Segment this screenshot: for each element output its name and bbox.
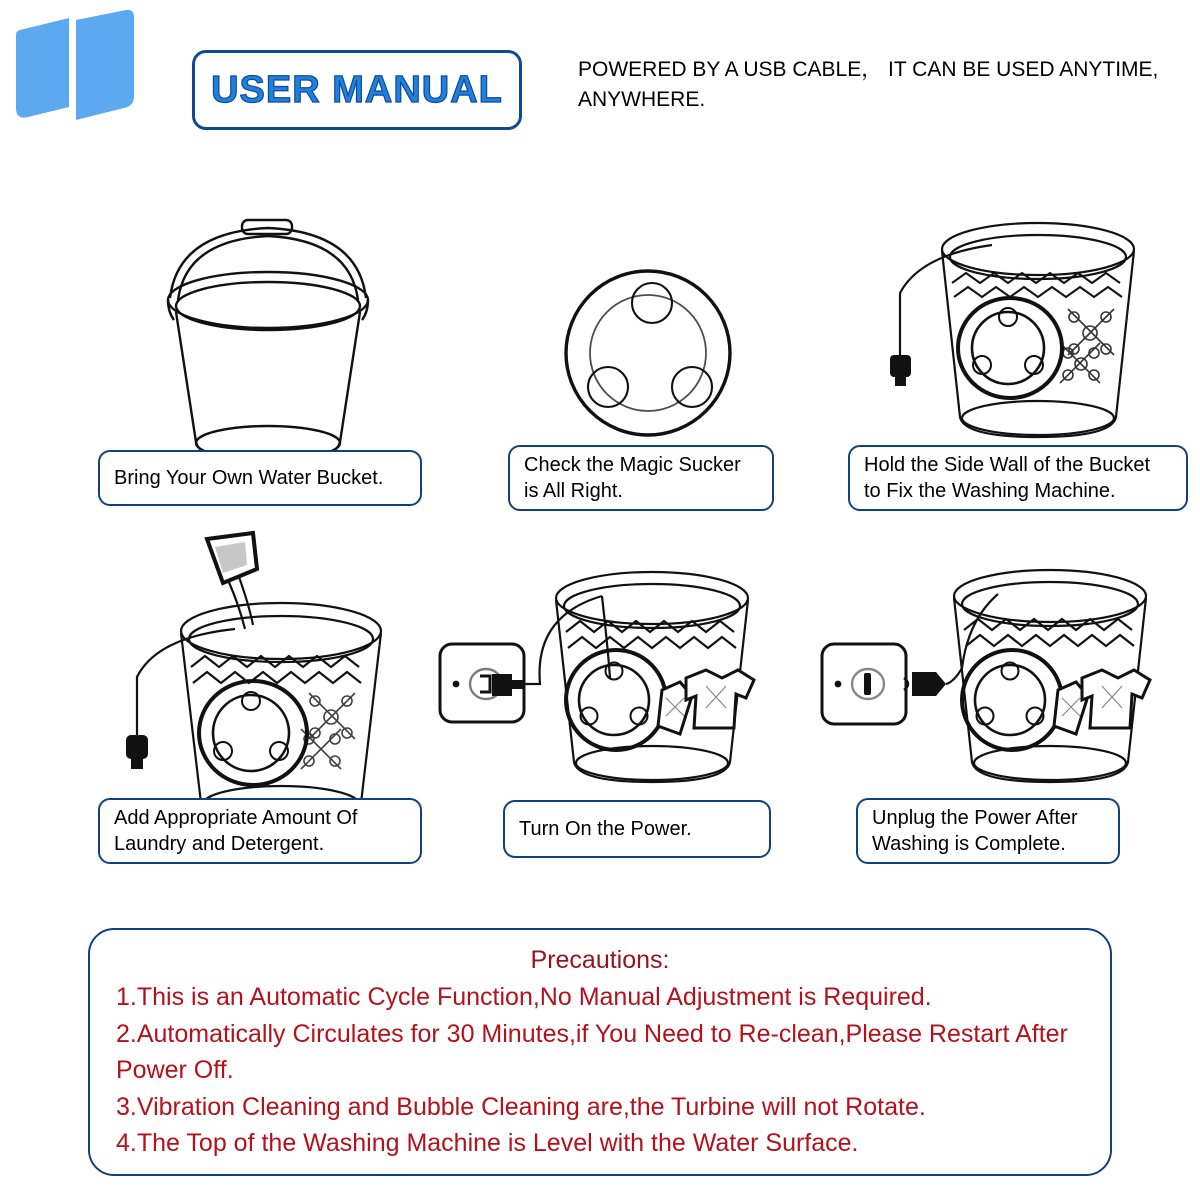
usb-plug-icon <box>890 355 911 386</box>
header-note: POWERED BY A USB CABLE， IT CAN BE USED ANYTIME, ANYWHERE. <box>578 58 1159 111</box>
precautions-title: Precautions: <box>530 946 670 974</box>
step-6-caption: Unplug the Power After Washing is Complete. <box>856 798 1120 864</box>
step-3-caption: Hold the Side Wall of the Bucket to Fix the Washing Machine. <box>848 445 1188 511</box>
precaution-item: 1.This is an Automatic Cycle Function,No Manual Adjustment is Required. <box>116 983 932 1011</box>
page-header <box>0 0 1200 150</box>
precaution-item: 2.Automatically Circulates for 30 Minutes,if You Need to Re-clean,Please Restart After Power Off. <box>116 1019 1068 1084</box>
laundry-icon <box>658 670 754 734</box>
step-5-caption: Turn On the Power. <box>503 800 771 858</box>
usb-plug-icon <box>912 672 946 696</box>
steps-grid <box>0 150 1200 910</box>
precautions-list <box>116 979 1084 1162</box>
precautions-box <box>88 928 1112 1176</box>
power-outlet-icon <box>822 644 908 724</box>
user-manual-label: USER MANUAL <box>211 68 503 111</box>
user-manual-badge <box>192 50 522 130</box>
precaution-item: 3.Vibration Cleaning and Bubble Cleaning are,the Turbine will not Rotate. <box>116 1092 926 1121</box>
step-2-caption: Check the Magic Sucker is All Right. <box>508 445 774 511</box>
step-1-caption: Bring Your Own Water Bucket. <box>98 450 422 506</box>
open-book-icon <box>14 8 138 134</box>
precaution-item: 4.The Top of the Washing Machine is Level with the Water Surface. <box>116 1129 859 1157</box>
step-4-caption: Add Appropriate Amount Of Laundry and Detergent. <box>98 798 422 864</box>
usb-plug-icon <box>126 735 148 769</box>
